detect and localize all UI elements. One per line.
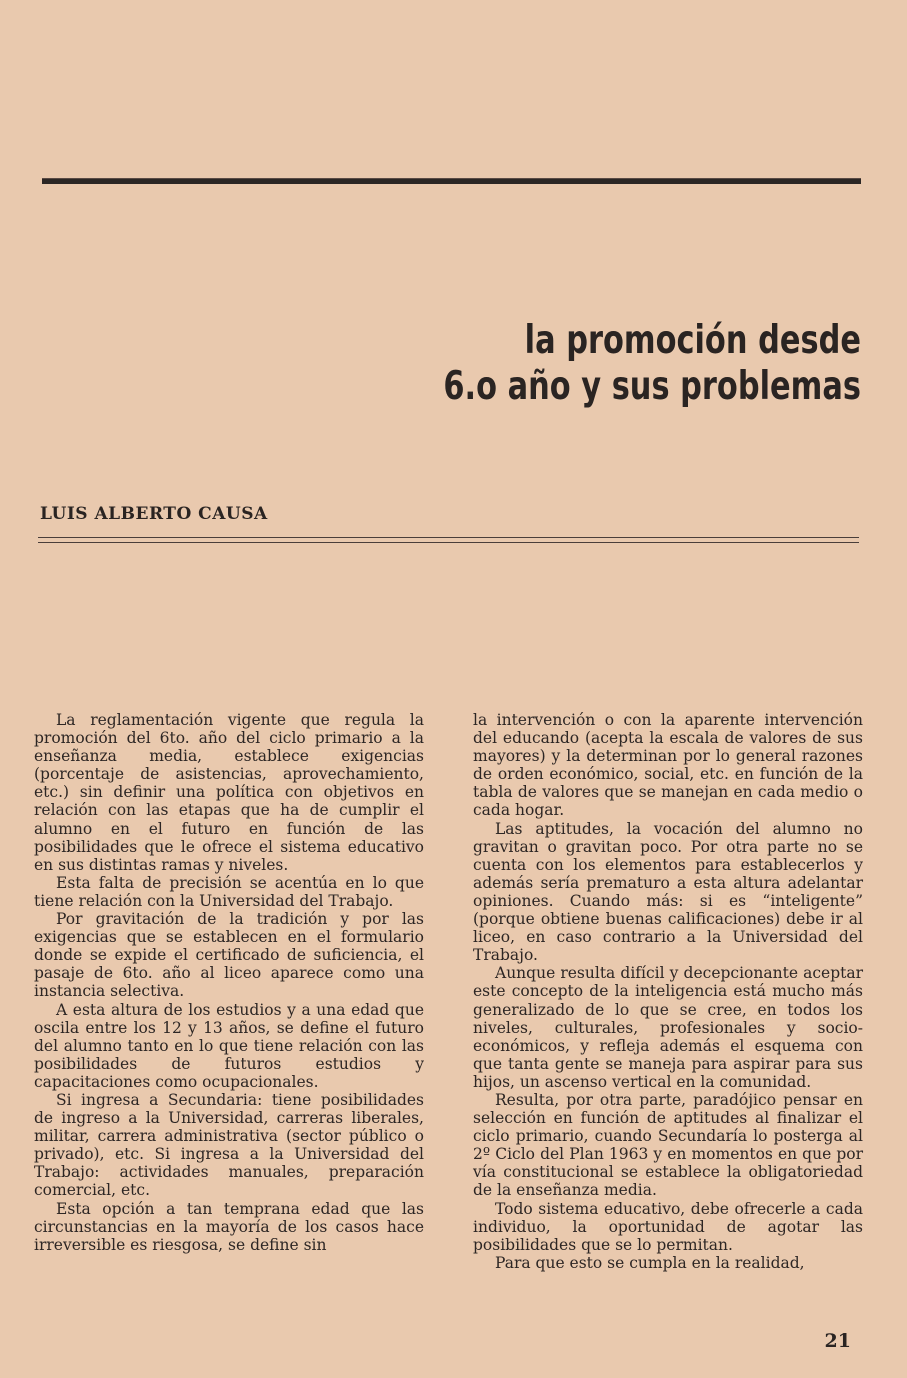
author-rule (38, 537, 859, 543)
paragraph: A esta altura de los estudios y a una edad que oscila entre los 12 y 13 años, se define el futuro del alumno tanto en lo que tiene relación con las posibilidades de futuros estudios y capacitaciones como ocupacionales. (34, 1000, 424, 1091)
left-column (34, 711, 424, 1254)
article-title (393, 318, 861, 410)
paragraph: Resulta, por otra parte, paradójico pensar en selección en función de aptitudes al finalizar el ciclo primario, cuando Secundaría lo posterga al 2º Ciclo del Plan 1963 y en momentos en que por vía constitucional se establece la obligatoriedad de la enseñanza media. (473, 1090, 863, 1200)
paragraph: Esta opción a tan temprana edad que las circunstancias en la mayoría de los casos hace irreversible es riesgosa, se define sin (34, 1199, 424, 1254)
paragraph: La reglamentación vigente que regula la promoción del 6to. año del ciclo primario a la enseñanza media, establece exigencias (porcentaje de asistencias, aprovechamiento, etc.) sin definir una política con objetivos en relación con las etapas que ha de cumplir el alumno en el futuro en función de las posibilidades que le ofrece el sistema educativo en sus distintas ramas y niveles. (34, 711, 424, 874)
paragraph: Las aptitudes, la vocación del alumno no gravitan o gravitan poco. Por otra parte no se cuenta con los elementos para establecerlos y además sería prematuro a esta altura adelantar opiniones. Cuando más: si es “inteligente” (porque obtiene buenas calificaciones) debe ir al liceo, en caso contrario a la Universidad del Trabajo. (473, 819, 863, 965)
paragraph: Todo sistema educativo, debe ofrecerle a cada individuo, la oportunidad de agotar las posibilidades que se lo permitan. (473, 1199, 863, 1254)
title-line-1: la promoción desde (524, 318, 861, 363)
title-line-2: 6.o año y sus problemas (443, 364, 861, 409)
author-name: LUIS ALBERTO CAUSA (40, 504, 268, 524)
paragraph: Si ingresa a Secundaria: tiene posibilidades de ingreso a la Universidad, carreras liberales, militar, carrera administrativa (sector público o privado), etc. Si ingresa a la Universidad del Trabajo: actividades manuales, preparación comercial, etc. (34, 1090, 424, 1200)
right-column (473, 711, 863, 1272)
page-number: 21 (824, 1330, 851, 1352)
top-rule (42, 178, 861, 184)
paragraph: Aunque resulta difícil y decepcionante aceptar este concepto de la inteligencia está mucho más generalizado de lo que se cree, en todos los niveles, culturales, profesionales y socio-económicos, y refleja además el esquema con que tanta gente se maneja para aspirar para sus hijos, un ascenso vertical en la comunidad. (473, 964, 863, 1091)
paragraph: Para que esto se cumpla en la realidad, (495, 1253, 805, 1272)
paragraph: Esta falta de precisión se acentúa en lo que tiene relación con la Universidad del Trabajo. (34, 873, 424, 910)
paragraph-continuation: la intervención o con la aparente intervención del educando (acepta la escala de valores de sus mayores) y la determinan por lo general razones de orden económico, social, etc. en función de la tabla de valores que se manejan en cada medio o cada hogar. (473, 711, 863, 820)
paragraph: Por gravitación de la tradición y por las exigencias que se establecen en el formulario donde se expide el certificado de suficiencia, el pasaje de 6to. año al liceo aparece como una instancia selectiva. (34, 910, 424, 1001)
